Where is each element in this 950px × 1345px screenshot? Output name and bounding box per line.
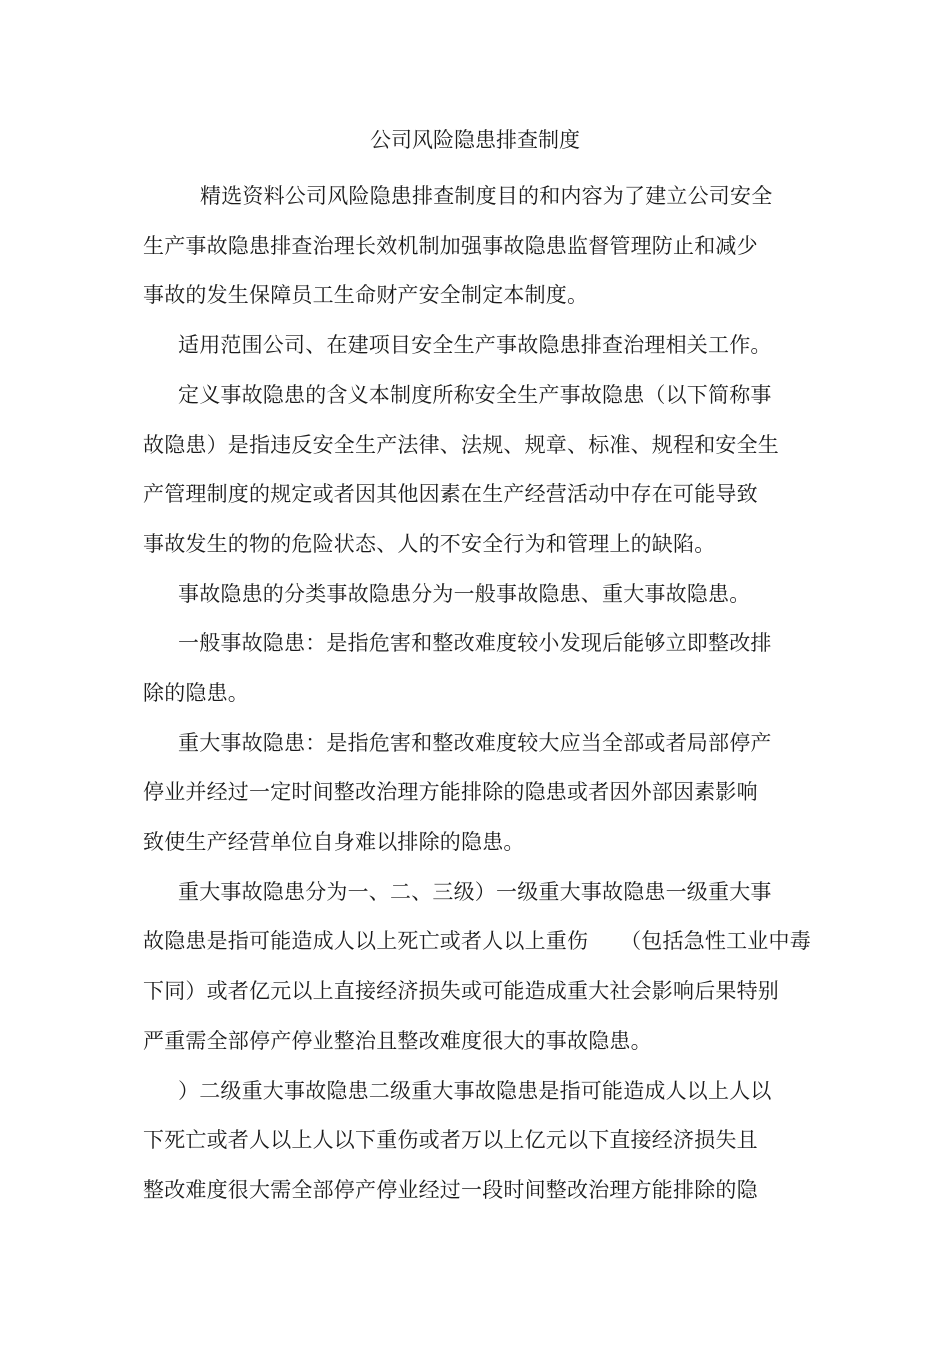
document-title: 公司风险隐患排查制度: [370, 128, 580, 152]
text-line: 适用范围公司、在建项目安全生产事故隐患排查治理相关工作。: [178, 333, 772, 357]
text-line: 故隐患是指可能造成人以上死亡或者人以上重伤 （包括急性工业中毒: [143, 929, 811, 953]
text-line: ）二级重大事故隐患二级重大事故隐患是指可能造成人以上人以: [178, 1079, 772, 1103]
text-line: 生产事故隐患排查治理长效机制加强事故隐患监督管理防止和减少: [143, 234, 758, 258]
text-line: 下同）或者亿元以上直接经济损失或可能造成重大社会影响后果特别: [143, 979, 779, 1003]
text-line: 重大事故隐患分为一、二、三级）一级重大事故隐患一级重大事: [178, 880, 772, 904]
text-line: 事故发生的物的危险状态、人的不安全行为和管理上的缺陷。: [143, 532, 716, 556]
text-line: 事故的发生保障员工生命财产安全制定本制度。: [143, 283, 589, 307]
text-line: 精选资料公司风险隐患排查制度目的和内容为了建立公司安全: [200, 184, 773, 208]
text-line: 整改难度很大需全部停产停业经过一段时间整改治理方能排除的隐: [143, 1178, 758, 1202]
text-line: 严重需全部停产停业整治且整改难度很大的事故隐患。: [143, 1029, 652, 1053]
text-line: 停业并经过一定时间整改治理方能排除的隐患或者因外部因素影响: [143, 780, 758, 804]
text-line: 下死亡或者人以上人以下重伤或者万以上亿元以下直接经济损失且: [143, 1128, 758, 1152]
text-line: 致使生产经营单位自身难以排除的隐患。: [143, 830, 525, 854]
text-line: 产管理制度的规定或者因其他因素在生产经营活动中存在可能导致: [143, 482, 758, 506]
text-line: 重大事故隐患：是指危害和整改难度较大应当全部或者局部停产: [178, 731, 772, 755]
text-line: 一般事故隐患：是指危害和整改难度较小发现后能够立即整改排: [178, 631, 772, 655]
text-line: 定义事故隐患的含义本制度所称安全生产事故隐患（以下简称事: [178, 383, 772, 407]
text-line: 故隐患）是指违反安全生产法律、法规、规章、标准、规程和安全生: [143, 433, 779, 457]
text-line: 除的隐患。: [143, 681, 249, 705]
text-line: 事故隐患的分类事故隐患分为一般事故隐患、重大事故隐患。: [178, 582, 751, 606]
